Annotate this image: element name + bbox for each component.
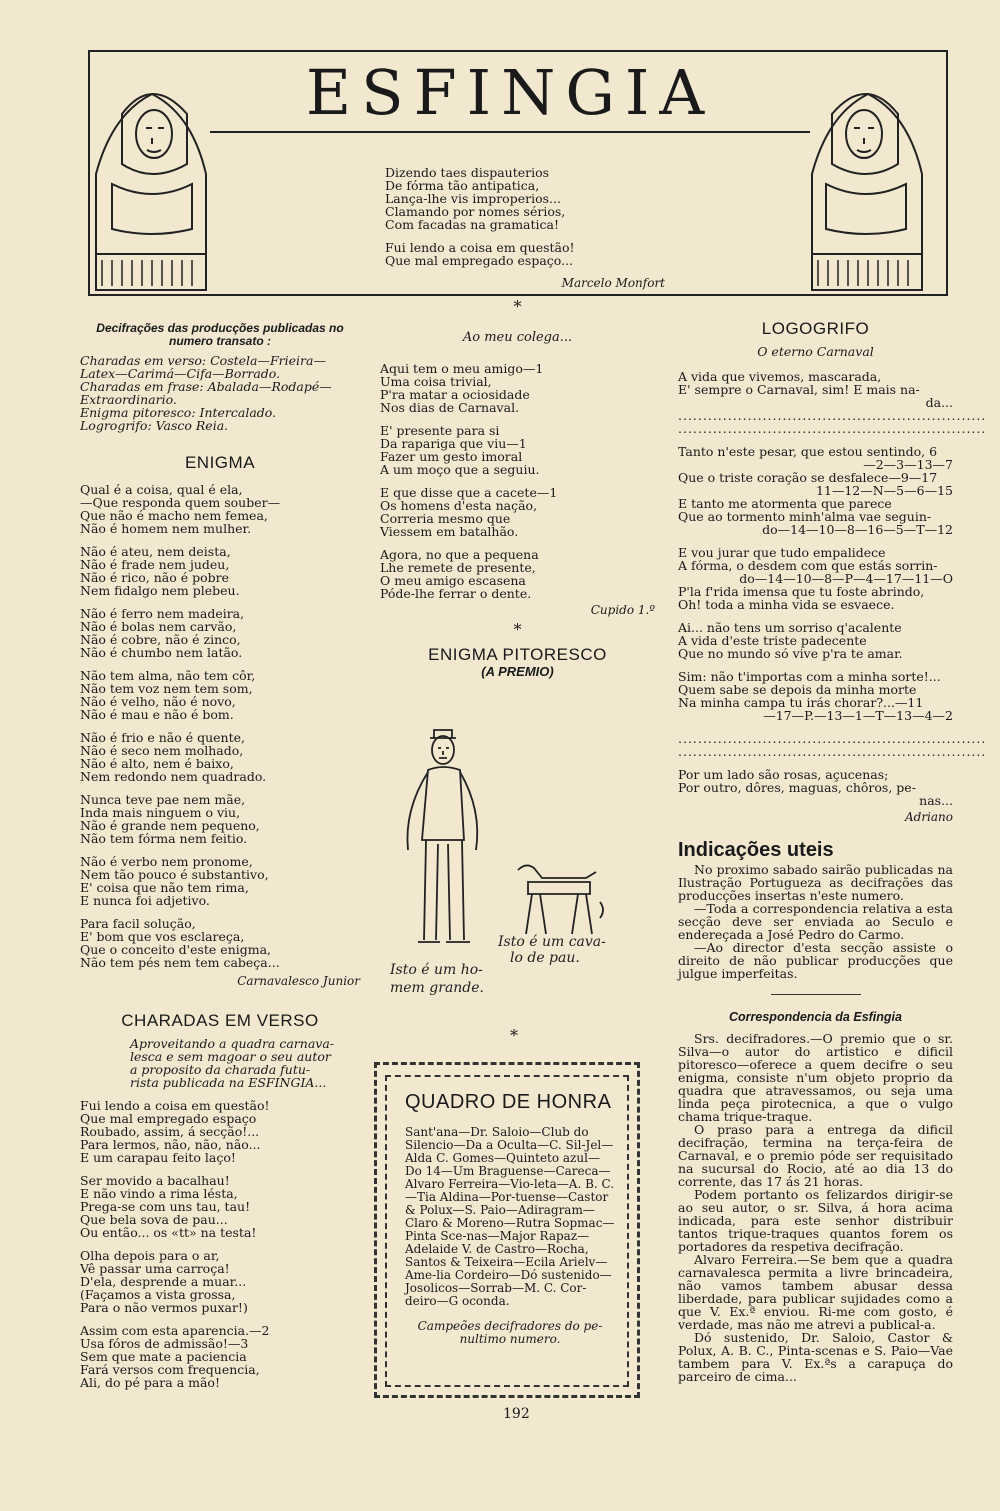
correspondencia-title: Correspondencia da Esfingia (729, 1010, 902, 1024)
logogrifo-line: do—14—10—8—16—5—T—12 (762, 522, 953, 537)
colega-line: Agora, no que a pequena (380, 547, 539, 562)
enigma-line: Nem tão pouco é substantivo, (80, 867, 269, 882)
enigma-line: Não é verbo nem pronome, (80, 854, 253, 869)
logogrifo-line: Na minha campa tu irás chorar?...—11 (678, 695, 924, 710)
charada-line: Que mal empregado espaço (80, 1111, 257, 1126)
colega-line: Nos dias de Carnaval. (380, 400, 520, 415)
poem-line: De fórma tão antipatica, (385, 178, 540, 193)
enigma-line: Nem fidalgo nem plebeu. (80, 583, 240, 598)
enigma-line: Não tem alma, não tem côr, (80, 668, 256, 683)
colega-line: Os homens d'esta nação, (380, 498, 538, 513)
section-divider (771, 994, 861, 995)
wooden-horse-sketch (518, 865, 603, 934)
intro-poem (385, 166, 665, 290)
logogrifo-line: Que o triste coração se desfalece—9—17 (678, 470, 938, 485)
charada-line: E não vindo a rima lésta, (80, 1186, 238, 1201)
quadro-de-honra-inner (385, 1075, 629, 1387)
separator-star: * (513, 297, 522, 316)
logogrifo-line: nas... (919, 793, 953, 808)
colega-line: P'ra matar a ociosidade (380, 387, 530, 402)
right-column (678, 319, 987, 1384)
charada-line: Ou então... os «tt» na testa! (80, 1225, 257, 1240)
charadas-intro-line: lesca e sem magoar o seu autor (130, 1049, 331, 1064)
logogrifo-line: A vida d'este triste padecente (678, 633, 867, 648)
logogrifo-line: Oh! toda a minha vida se esvaece. (678, 597, 895, 612)
logogrifo-line: Quem sabe se depois da minha morte (678, 682, 917, 697)
enigma-line: E' bom que vos esclareça, (80, 929, 245, 944)
dotted-divider: .............................................................. (678, 731, 987, 746)
logogrifo-line: da... (925, 395, 953, 410)
decifracao-line: Charadas em verso: Costela—Frieira—Latex—Carimá—Cifa—Borrado. (80, 353, 326, 381)
colega-line: O meu amigo escasena (380, 573, 526, 588)
poem-line: Lança-lhe vis improperios... (385, 191, 561, 206)
charada-line: E um carapau feito laço! (80, 1150, 236, 1165)
enigma-line: Que o conceito d'este enigma, (80, 942, 272, 957)
quadro-de-honra-title: QUADRO DE HONRA (405, 1091, 612, 1113)
enigma-line: Não é ateu, nem deista, (80, 544, 231, 559)
caption-horse-line: Isto é um cava- (498, 934, 606, 950)
enigma-line: Não é velho, não é novo, (80, 694, 236, 709)
logogrifo-line: Tanto n'este pesar, que estou sentindo, 6 (678, 444, 938, 459)
decifracao-line: Charadas em frase: Abalada—Rodapé—Extraordinario. (80, 379, 332, 407)
quadro-de-honra-box (374, 1062, 640, 1398)
logogrifo-line: A vida que vivemos, mascarada, (678, 369, 882, 384)
colega-line: E' presente para si (380, 423, 500, 438)
charada-line: Que bela sova de pau... (80, 1212, 228, 1227)
charada-line: Para lermos, não, não, não... (80, 1137, 261, 1152)
enigma-signature: Carnavalesco Junior (237, 974, 360, 988)
enigma-line: Não é frio e não é quente, (80, 730, 245, 745)
logogrifo-line: E' sempre o Carnaval, sim! E mais na- (678, 382, 920, 397)
colega-line: Viessem em batalhão. (380, 524, 519, 539)
charadas-intro-line: rista publicada na ESFINGIA... (130, 1075, 327, 1090)
enigma-line: Que não é macho nem femea, (80, 508, 268, 523)
enigma-line: Não é cobre, não é zinco, (80, 632, 241, 647)
decifracao-line: Enigma pitoresco: Intercalado. (80, 405, 277, 420)
caption-man-line: Isto é um ho- (390, 962, 483, 978)
logogrifo-line: Ai... não tens um sorriso q'acalente (678, 620, 902, 635)
charada-line: Assim com esta aparencia.—2 (80, 1323, 270, 1338)
colega-line: Lhe remete de presente, (380, 560, 536, 575)
enigma-title: ENIGMA (184, 453, 256, 472)
logogrifo-line: Que no mundo só vive p'ra te amar. (678, 646, 903, 661)
colega-signature: Cupido 1.º (590, 603, 655, 617)
logogrifo-line: 11—12—N—5—6—15 (815, 483, 953, 498)
indicacoes-paragraph: —Ao director d'esta secção assiste o direito de não publicar producções que julgue imperfeitas. (678, 940, 953, 981)
colega-line: Aqui tem o meu amigo—1 (380, 361, 544, 376)
middle-column (380, 297, 655, 679)
logogrifo-line: Que ao tormento minh'alma vae seguin- (678, 509, 932, 524)
colega-line: Uma coisa trivial, (380, 374, 492, 389)
logogrifo-line: E tanto me atormenta que parece (678, 496, 892, 511)
charada-line: Prega-se com uns tau, tau! (80, 1199, 251, 1214)
correspondencia-paragraph: O praso para a entrega da dificil decifração, termina na terça-feira de Carnaval, e o premio póde ser requisitado na sucursal do Rocio, até ao dia 13 do corrente, das 17 ás 21 horas. (678, 1122, 953, 1189)
separator-star: * (510, 1026, 518, 1045)
enigma-line: Para facil solução, (80, 916, 196, 931)
logogrifo-line: Sim: não t'importas com a minha sorte!... (678, 669, 941, 684)
pitoresco-drawing (390, 720, 630, 1000)
pitoresco-title: ENIGMA PITORESCO (428, 645, 607, 664)
colega-line: Da rapariga que viu—1 (380, 436, 527, 451)
enigma-line: Nunca teve pae nem mãe, (80, 792, 246, 807)
logogrifo-line: Por outro, dôres, maguas, chôros, pe- (678, 780, 916, 795)
pitoresco-subtitle: (A PREMIO) (481, 664, 554, 679)
charada-line: Roubado, assim, á secção!... (80, 1124, 260, 1139)
poem-line: Que mal empregado espaço... (385, 253, 574, 268)
left-column (80, 322, 360, 1399)
colega-line: Correria mesmo que (380, 511, 511, 526)
indicacoes-title: Indicações uteis (678, 839, 834, 861)
charada-line: Vê passar uma carroça! (80, 1261, 230, 1276)
enigma-line: —Que responda quem souber— (80, 495, 281, 510)
correspondencia-paragraph: Srs. decifradores.—O premio que o sr. Silva—o autor do artistico e dificil pitoresco—oferece a quem decifre o seu enigma, consiste n'um objeto proprio da quadra que atravessamos, ou seja uma linda peça pirotecnica, a que o vulgo chama trique-traque. (678, 1031, 953, 1124)
quadro-de-honra-body: Sant'ana—Dr. Saloio—Club do Silencio—Da a Oculta—C. Sil-Jel—Alda C. Gomes—Quinteto azul—Do 14—Um Braguense—Careca—Alvaro Ferreira—Vio-leta—A. B. C.—Tia Aldina—Por-tuense—Castor & Polux—S. Paio—Adiragram—Claro & Moreno—Rutra Sopmac—Pinta Sce-nas—Major Rapaz—Adelaide V. de Castro—Rocha, Santos & Teixeira—Ecila Arielv—Ame-lia Cordeiro—Dó sustenido—Josolicos—Sorrab—M. C. Cor-deiro—G oconda. (405, 1125, 615, 1308)
enigma-line: Não é alto, nem é baixo, (80, 756, 234, 771)
dotted-divider: .............................................................. (678, 408, 987, 423)
decifracoes-title: Decifrações das producções publicadas no numero transato : (96, 321, 344, 348)
colega-line: Póde-lhe ferrar o dente. (380, 586, 532, 601)
logogrifo-line: Por um lado são rosas, açucenas; (678, 767, 889, 782)
sphinx-left-illustration (92, 54, 210, 294)
colega-line: E que disse que a cacete—1 (380, 485, 558, 500)
enigma-line: Não é frade nem judeu, (80, 557, 230, 572)
enigma-line: Não tem pés nem tem cabeça... (80, 955, 280, 970)
enigma-line: Não é rico, não é pobre (80, 570, 229, 585)
page-title: ESFINGIA (305, 55, 715, 129)
tall-man-sketch (407, 730, 477, 942)
enigma-line: Nem redondo nem quadrado. (80, 769, 267, 784)
indicacoes-paragraph: —Toda a correspondencia relativa a esta secção deve ser enviada ao Seculo e endereçada a José Pedro do Carmo. (678, 901, 953, 942)
correspondencia-paragraph: Alvaro Ferreira.—Se bem que a quadra carnavalesca permita a livre brincadeira, não vamos tambem abusar dessa liberdade, para publicar sujidades como a que V. Ex.ª enviou. Ri-me com gosto, é verdade, mas não me atrevi a publical-a. (678, 1252, 953, 1332)
charada-line: Usa fóros de admissão!—3 (80, 1336, 249, 1351)
poem-line: Dizendo taes dispauterios (385, 165, 550, 180)
correspondencia-paragraph: Dó sustenido, Dr. Saloio, Castor & Polux, A. B. C., Pinta-scenas e S. Paio—Vae tambem para V. Ex.ªs a carapuça do parceiro de cima... (678, 1330, 953, 1384)
colega-title: Ao meu colega... (462, 330, 573, 345)
quadro-de-honra-footer: Campeões decifradores do pe-nultimo numero. (417, 1319, 603, 1346)
enigma-line: Inda mais ninguem o viu, (80, 805, 241, 820)
charada-line: Sem que mate a paciencia (80, 1349, 247, 1364)
title-bar (210, 53, 810, 133)
enigma-line: Não é chumbo nem latão. (80, 645, 243, 660)
charadas-intro-line: Aproveitando a quadra carnava- (130, 1036, 335, 1051)
enigma-line: Não é homem nem mulher. (80, 521, 252, 536)
logogrifo-signature: Adriano (904, 810, 953, 824)
indicacoes-paragraph: No proximo sabado sairão publicadas na Ilustração Portugueza as decifrações das producções insertas n'este numero. (678, 862, 953, 903)
poem-line: Fui lendo a coisa em questão! (385, 240, 575, 255)
enigma-line: Não é seco nem molhado, (80, 743, 244, 758)
page-number: 192 (503, 1406, 530, 1422)
logogrifo-line: —2—3—13—7 (863, 457, 953, 472)
enigma-line: Não tem fórma nem feitio. (80, 831, 248, 846)
charada-line: Para o não vermos puxar!) (80, 1300, 248, 1315)
enigma-line: E' coisa que não tem rima, (80, 880, 249, 895)
poem-line: Com facadas na gramatica! (385, 217, 559, 232)
logogrifo-line: —17—P.—13—1—T—13—4—2 (763, 708, 953, 723)
charada-line: Ser movido a bacalhau! (80, 1173, 230, 1188)
caption-horse-line: lo de pau. (510, 950, 580, 966)
dotted-divider: .............................................................. (678, 421, 987, 436)
enigma-line: E nunca foi adjetivo. (80, 893, 210, 908)
enigma-line: Não é bolas nem carvão, (80, 619, 237, 634)
charada-line: D'ela, desprende a muar... (80, 1274, 247, 1289)
poem-line: Clamando por nomes sérios, (385, 204, 566, 219)
enigma-line: Não tem voz nem tem som, (80, 681, 253, 696)
enigma-line: Não é grande nem pequeno, (80, 818, 260, 833)
charada-line: Olha depois para o ar, (80, 1248, 220, 1263)
logogrifo-line: P'la f'rida imensa que tu foste abrindo, (678, 584, 925, 599)
logogrifo-line: A fórma, o desdem com que estás sorrin- (678, 558, 938, 573)
charada-line: Fui lendo a coisa em questão! (80, 1098, 270, 1113)
separator-star: * (513, 620, 522, 639)
correspondencia-paragraph: Podem portanto os felizardos dirigir-se ao seu autor, o sr. Silva, á hora acima indicada, para este senhor distribuir tantos trique-traques quantos forem os portadores da respetiva decifração. (678, 1187, 953, 1254)
charadas-intro-line: a proposito da charada futu- (130, 1062, 311, 1077)
poem-signature: Marcelo Monfort (561, 276, 665, 290)
decifracao-line: Logrogrifo: Vasco Reia. (80, 418, 229, 433)
charada-line: Fará versos com frequencia, (80, 1362, 260, 1377)
enigma-line: Qual é a coisa, qual é ela, (80, 482, 243, 497)
charada-line: Ali, do pé para a mão! (80, 1375, 220, 1390)
dotted-divider: .............................................................. (678, 744, 987, 759)
charadas-title: CHARADAS EM VERSO (121, 1011, 319, 1030)
sphinx-right-illustration (808, 54, 926, 294)
logogrifo-line: do—14—10—8—P—4—17—11—O (739, 571, 953, 586)
logogrifo-title: LOGOGRIFO (761, 319, 870, 338)
logogrifo-subtitle: O eterno Carnaval (757, 344, 874, 359)
charada-line: (Façamos a vista grossa, (80, 1287, 236, 1302)
colega-line: A um moço que a seguiu. (380, 462, 540, 477)
caption-man-line: mem grande. (390, 980, 485, 996)
logogrifo-line: E vou jurar que tudo empalidece (678, 545, 886, 560)
enigma-line: Não é mau e não é bom. (80, 707, 234, 722)
colega-line: Fazer um gesto imoral (380, 449, 523, 464)
enigma-line: Não é ferro nem madeira, (80, 606, 245, 621)
